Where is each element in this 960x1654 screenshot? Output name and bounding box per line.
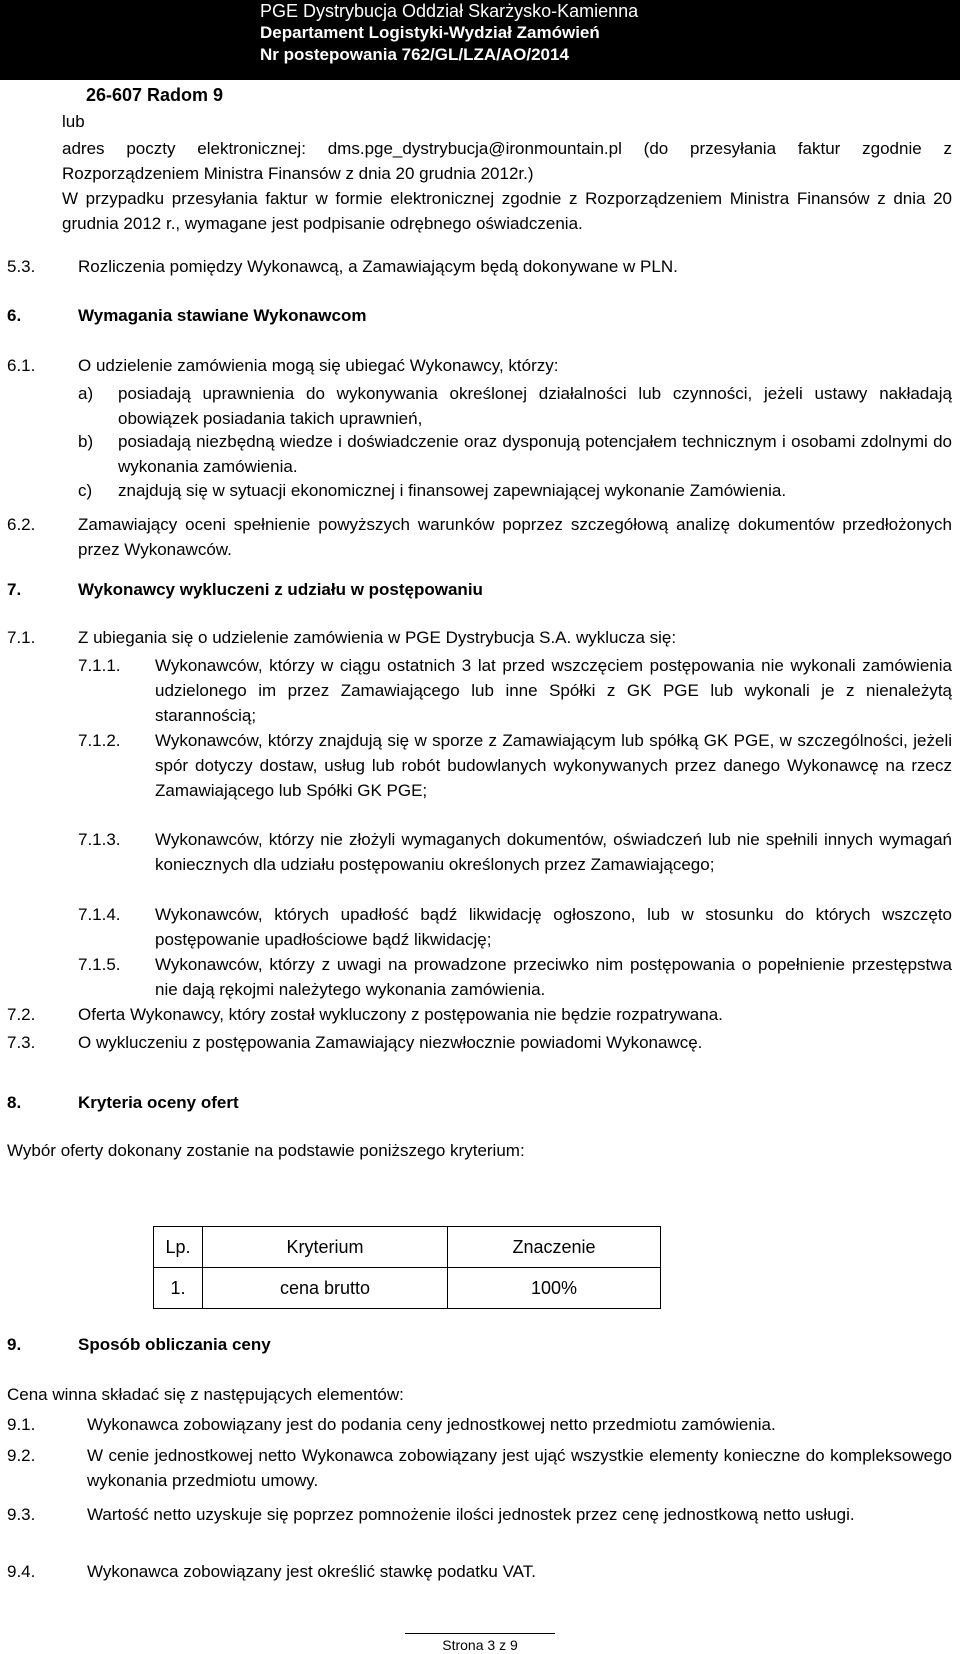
table-cell: 1. xyxy=(154,1268,203,1309)
header-department: Departament Logistyki-Wydział Zamówień xyxy=(260,23,600,42)
header-cell-lp: Lp. xyxy=(154,1227,203,1268)
section-9-1-number: 9.1. xyxy=(7,1415,36,1434)
section-9-2-number: 9.2. xyxy=(7,1446,36,1465)
table-cell: cena brutto xyxy=(203,1268,448,1309)
item-c-text: znajdują się w sytuacji ekonomicznej i finansowej zapewniającej wykonanie Zamówienia. xyxy=(118,481,787,500)
section-7-title: Wykonawcy wykluczeni z udziału w postępowaniu xyxy=(78,580,483,599)
price-intro: Cena winna składać się z następujących elementów: xyxy=(7,1385,404,1404)
section-9-4-text: Wykonawca zobowiązany jest określić stawkę podatku VAT. xyxy=(87,1562,536,1581)
section-6-1-number: 6.1. xyxy=(7,356,36,375)
item-7-1-3-number: 7.1.3. xyxy=(78,830,121,849)
section-9-1-text: Wykonawca zobowiązany jest do podania ceny jednostkowej netto przedmiotu zamówienia. xyxy=(87,1415,776,1434)
section-9-3-text: Wartość netto uzyskuje się poprzez pomnożenie ilości jednostek przez cenę jednostkową netto usługi. xyxy=(87,1505,855,1524)
section-7-3-number: 7.3. xyxy=(7,1033,36,1052)
page-number: Strona 3 z 9 xyxy=(442,1637,518,1653)
header-cell-weight: Znaczenie xyxy=(448,1227,661,1268)
section-8-number: 8. xyxy=(7,1093,22,1112)
section-7-3-text: O wykluczeniu z postępowania Zamawiający niezwłocznie powiadomi Wykonawcę. xyxy=(78,1033,703,1052)
item-7-1-4-text: Wykonawców, których upadłość bądź likwidację ogłoszono, lub w stosunku do których wszczęto postępowanie upadłościowe bądź likwidację; xyxy=(155,905,952,949)
item-7-1-5-number: 7.1.5. xyxy=(78,955,121,974)
table-header-row xyxy=(154,1227,661,1268)
postal-address: 26-607 Radom 9 xyxy=(86,85,224,105)
header-cell-criterion: Kryterium xyxy=(203,1227,448,1268)
header-procedure-number: Nr postepowania 762/GL/LZA/AO/2014 xyxy=(260,45,569,64)
section-6-2-text: Zamawiający oceni spełnienie powyższych warunków poprzez szczegółową analizę dokumentów przedłożonych przez Wykonawców. xyxy=(78,515,952,559)
item-7-1-1-number: 7.1.1. xyxy=(78,656,121,675)
item-b-text: posiadają niezbędną wiedze i doświadczenie oraz dysponują potencjałem technicznym i osobami zdolnymi do wykonania zamówienia. xyxy=(118,432,952,476)
table-cell: 100% xyxy=(448,1268,661,1309)
email-paragraph: adres poczty elektronicznej: dms.pge_dystrybucja@ironmountain.pl (do przesyłania faktur zgodnie z Rozporządzeniem Ministra Finansów z dnia 20 grudnia 2012r.) xyxy=(62,139,952,183)
section-8-title: Kryteria oceny ofert xyxy=(78,1093,239,1112)
section-5-3-text: Rozliczenia pomiędzy Wykonawcą, a Zamawiającym będą dokonywane w PLN. xyxy=(78,257,678,276)
item-7-1-2-number: 7.1.2. xyxy=(78,731,121,750)
section-7-number: 7. xyxy=(7,580,22,599)
section-6-1-text: O udzielenie zamówienia mogą się ubiegać Wykonawcy, którzy: xyxy=(78,356,559,375)
section-6-2-number: 6.2. xyxy=(7,515,36,534)
item-7-1-1-text: Wykonawców, którzy w ciągu ostatnich 3 lat przed wszczęciem postępowania nie wykonali zamówienia udzielonego im przez Zamawiającego lub inne Spółki z GK PGE lub wykonali je z nienależytą starannością; xyxy=(155,656,952,725)
item-a-label: a) xyxy=(78,384,94,403)
section-9-4-number: 9.4. xyxy=(7,1562,36,1581)
item-a-text: posiadają uprawnienia do wykonywania określonej działalności lub czynności, jeżeli ustawy nakładają obowiązek posiadania takich uprawnień, xyxy=(118,384,952,428)
table-row xyxy=(154,1268,661,1309)
section-7-1-number: 7.1. xyxy=(7,628,36,647)
item-c-label: c) xyxy=(78,481,93,500)
section-7-1-text: Z ubiegania się o udzielenie zamówienia w PGE Dystrybucja S.A. wyklucza się: xyxy=(78,628,677,647)
section-9-3-number: 9.3. xyxy=(7,1505,36,1524)
section-9-number: 9. xyxy=(7,1335,22,1354)
criteria-intro: Wybór oferty dokonany zostanie na podstawie poniższego kryterium: xyxy=(7,1141,525,1160)
criteria-table xyxy=(153,1226,661,1309)
section-7-2-number: 7.2. xyxy=(7,1005,36,1024)
document-header xyxy=(0,0,960,80)
section-7-2-text: Oferta Wykonawcy, który został wykluczony z postępowania nie będzie rozpatrywana. xyxy=(78,1005,723,1024)
item-7-1-2-text: Wykonawców, którzy znajdują się w sporze z Zamawiającym lub spółką GK PGE, w szczególności, jeżeli spór dotyczy dostaw, usług lub robót budowlanych wykonywanych przez danego Wykonawcę na rzecz Zamawiającego lub Spółki GK PGE; xyxy=(155,731,952,800)
section-9-title: Sposób obliczania ceny xyxy=(78,1335,271,1354)
section-6-number: 6. xyxy=(7,306,22,325)
or-word: lub xyxy=(62,112,85,131)
header-company: PGE Dystrybucja Oddział Skarżysko-Kamienna xyxy=(260,1,639,21)
item-7-1-5-text: Wykonawców, którzy z uwagi na prowadzone przeciwko nim postępowania o popełnienie przestępstwa nie dają rękojmi należytego wykonania zamówienia. xyxy=(155,955,952,999)
item-7-1-3-text: Wykonawców, którzy nie złożyli wymaganych dokumentów, oświadczeń lub nie spełnili innych wymagań koniecznych dla udziału postępowaniu określonych przez Zamawiającego; xyxy=(155,830,952,874)
footer-divider xyxy=(405,1633,555,1634)
section-5-3-number: 5.3. xyxy=(7,257,36,276)
section-9-2-text: W cenie jednostkowej netto Wykonawca zobowiązany jest ująć wszystkie elementy konieczne do kompleksowego wykonania przedmiotu umowy. xyxy=(87,1446,952,1490)
item-7-1-4-number: 7.1.4. xyxy=(78,905,121,924)
electronic-invoice-paragraph: W przypadku przesyłania faktur w formie elektronicznej zgodnie z Rozporządzeniem Ministra Finansów z dnia 20 grudnia 2012 r., wymagane jest podpisanie odrębnego oświadczenia. xyxy=(62,189,952,233)
section-6-title: Wymagania stawiane Wykonawcom xyxy=(78,306,367,325)
item-b-label: b) xyxy=(78,432,94,451)
